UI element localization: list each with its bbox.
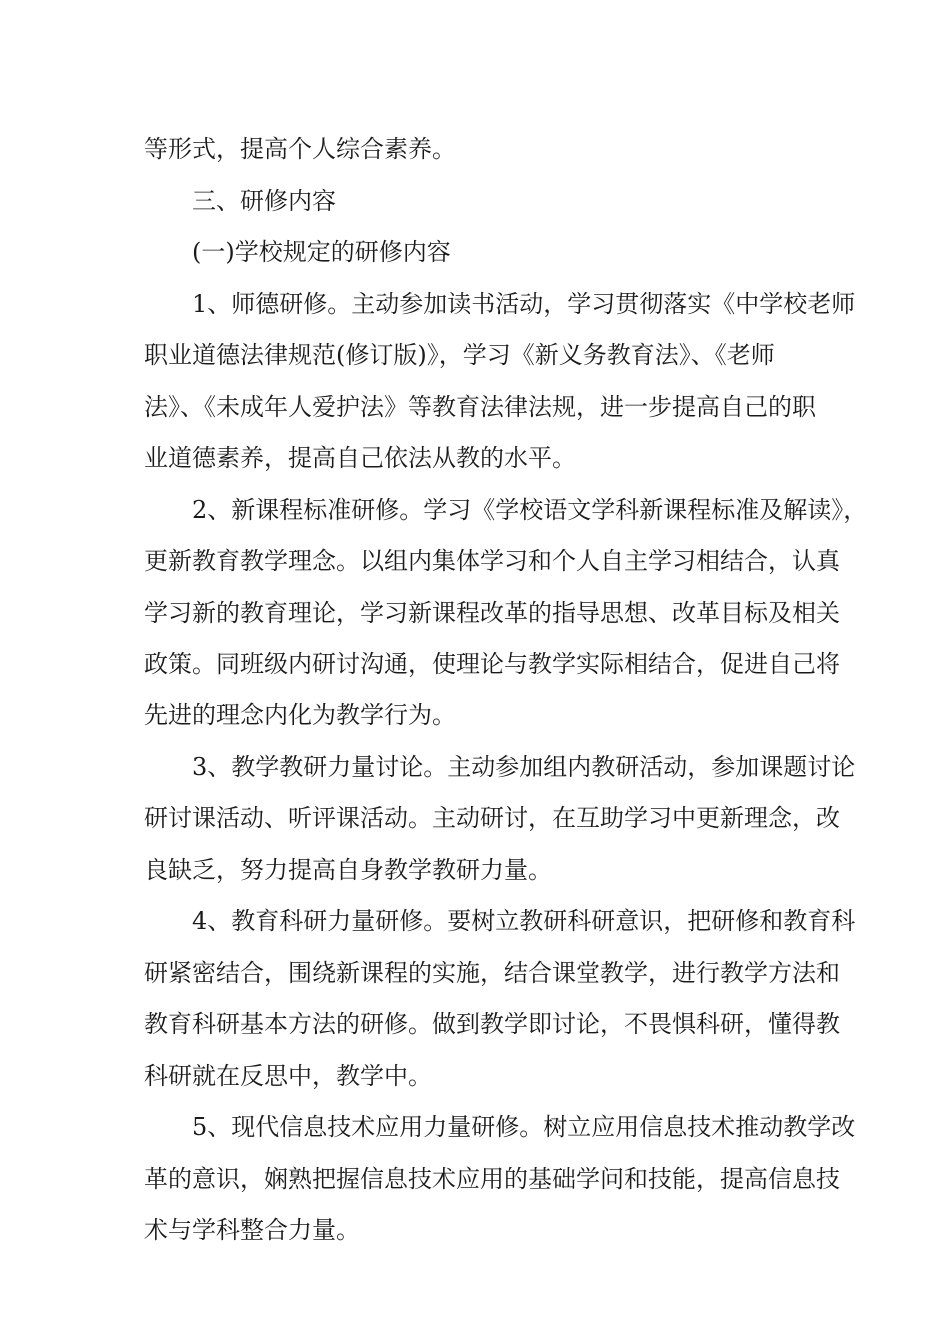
- text-line: 3、教学教研力量讨论。主动参加组内教研活动，参加课题讨论: [192, 753, 856, 781]
- section-heading: 三、研修内容: [192, 187, 336, 215]
- text-line: 良缺乏，努力提高自身教学教研力量。: [144, 856, 552, 884]
- subsection-heading: (一)学校规定的研修内容: [192, 238, 451, 266]
- text-line: 革的意识，娴熟把握信息技术应用的基础学问和技能，提高信息技: [144, 1165, 840, 1193]
- text-line: 科研就在反思中，教学中。: [144, 1062, 432, 1090]
- text-line: 学习新的教育理论，学习新课程改革的指导思想、改革目标及相关: [144, 599, 840, 627]
- text-line: 教育科研基本方法的研修。做到教学即讨论，不畏惧科研，懂得教: [144, 1010, 840, 1038]
- text-line: 研紧密结合，围绕新课程的实施，结合课堂教学，进行教学方法和: [144, 959, 840, 987]
- text-line: 法》、《未成年人爱护法》等教育法律法规，进一步提高自己的职: [144, 393, 816, 421]
- text-line: 2、新课程标准研修。学习《学校语文学科新课程标准及解读》，: [192, 496, 868, 524]
- text-line: 术与学科整合力量。: [144, 1216, 360, 1244]
- text-line: 等形式，提高个人综合素养。: [144, 135, 456, 163]
- text-line: 4、教育科研力量研修。要树立教研科研意识，把研修和教育科: [192, 907, 856, 935]
- text-line: 研讨课活动、听评课活动。主动研讨，在互助学习中更新理念，改: [144, 804, 840, 832]
- text-line: 业道德素养，提高自己依法从教的水平。: [144, 444, 576, 472]
- text-line: 职业道德法律规范(修订版)》，学习《新义务教育法》、《老师: [144, 341, 775, 369]
- text-line: 政策。同班级内研讨沟通，使理论与教学实际相结合，促进自己将: [144, 650, 840, 678]
- text-line: 5、现代信息技术应用力量研修。树立应用信息技术推动教学改: [192, 1113, 856, 1141]
- text-line: 更新教育教学理念。以组内集体学习和个人自主学习相结合，认真: [144, 547, 840, 575]
- text-line: 先进的理念内化为教学行为。: [144, 701, 456, 729]
- text-line: 1、师德研修。主动参加读书活动，学习贯彻落实《中学校老师: [192, 290, 856, 318]
